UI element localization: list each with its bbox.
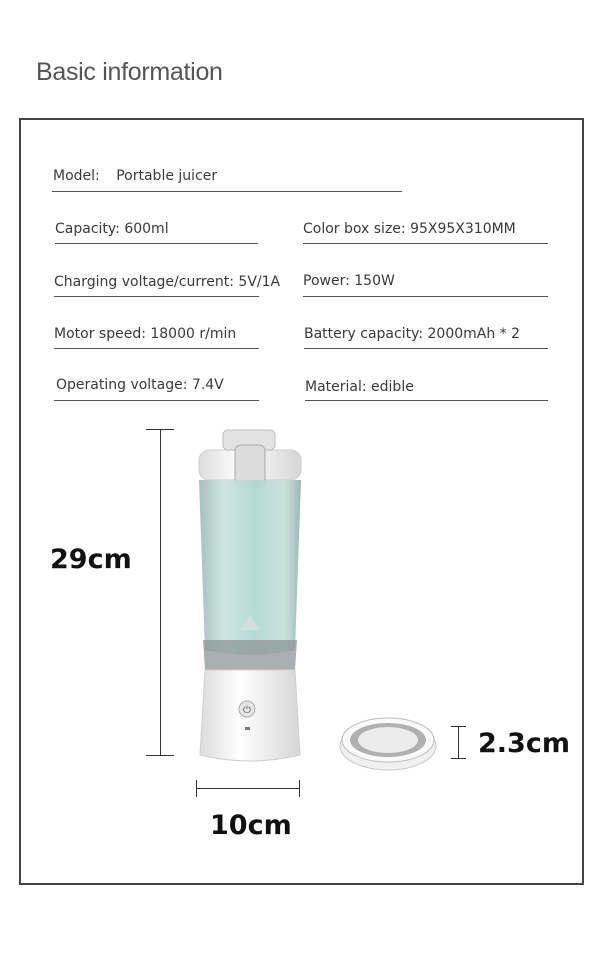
charging-underline [54,296,259,297]
material-underline [305,400,548,401]
page-title: Basic information [36,58,223,86]
color-box-field: Color box size: 95X95X310MM [303,221,516,237]
model-label: Model: [53,168,100,184]
width-dimension-cap-left [196,780,197,797]
height-label: 29cm [50,544,132,575]
operating-field: Operating voltage: 7.4V [56,377,224,393]
base-dimension-cap-bottom [451,758,466,759]
width-label: 10cm [210,810,292,841]
model-value: Portable juicer [116,168,218,184]
battery-field: Battery capacity: 2000mAh * 2 [304,326,521,342]
height-dimension-line [160,429,161,756]
height-dimension-cap-top [146,429,174,430]
capacity-field: Capacity: 600ml [55,221,169,237]
motor-underline [54,348,259,349]
charging-base-image [338,710,438,772]
motor-field: Motor speed: 18000 r/min [54,326,237,342]
model-underline [52,191,402,192]
svg-text:⏻: ⏻ [243,705,251,716]
color-box-underline [303,243,548,244]
power-underline [303,296,548,297]
width-dimension-cap-right [299,780,300,797]
capacity-underline [55,243,258,244]
model-field [53,168,217,184]
battery-underline [304,348,548,349]
base-height-label: 2.3cm [478,728,570,759]
charging-field: Charging voltage/current: 5V/1A [54,274,281,290]
blender-bottle-image [185,425,315,770]
height-dimension-cap-bottom [146,755,174,756]
base-dimension-cap-top [451,726,466,727]
power-field: Power: 150W [303,273,395,289]
width-dimension-line [196,788,300,789]
material-field: Material: edible [305,379,414,395]
operating-underline [54,400,259,401]
base-dimension-line [458,726,459,759]
